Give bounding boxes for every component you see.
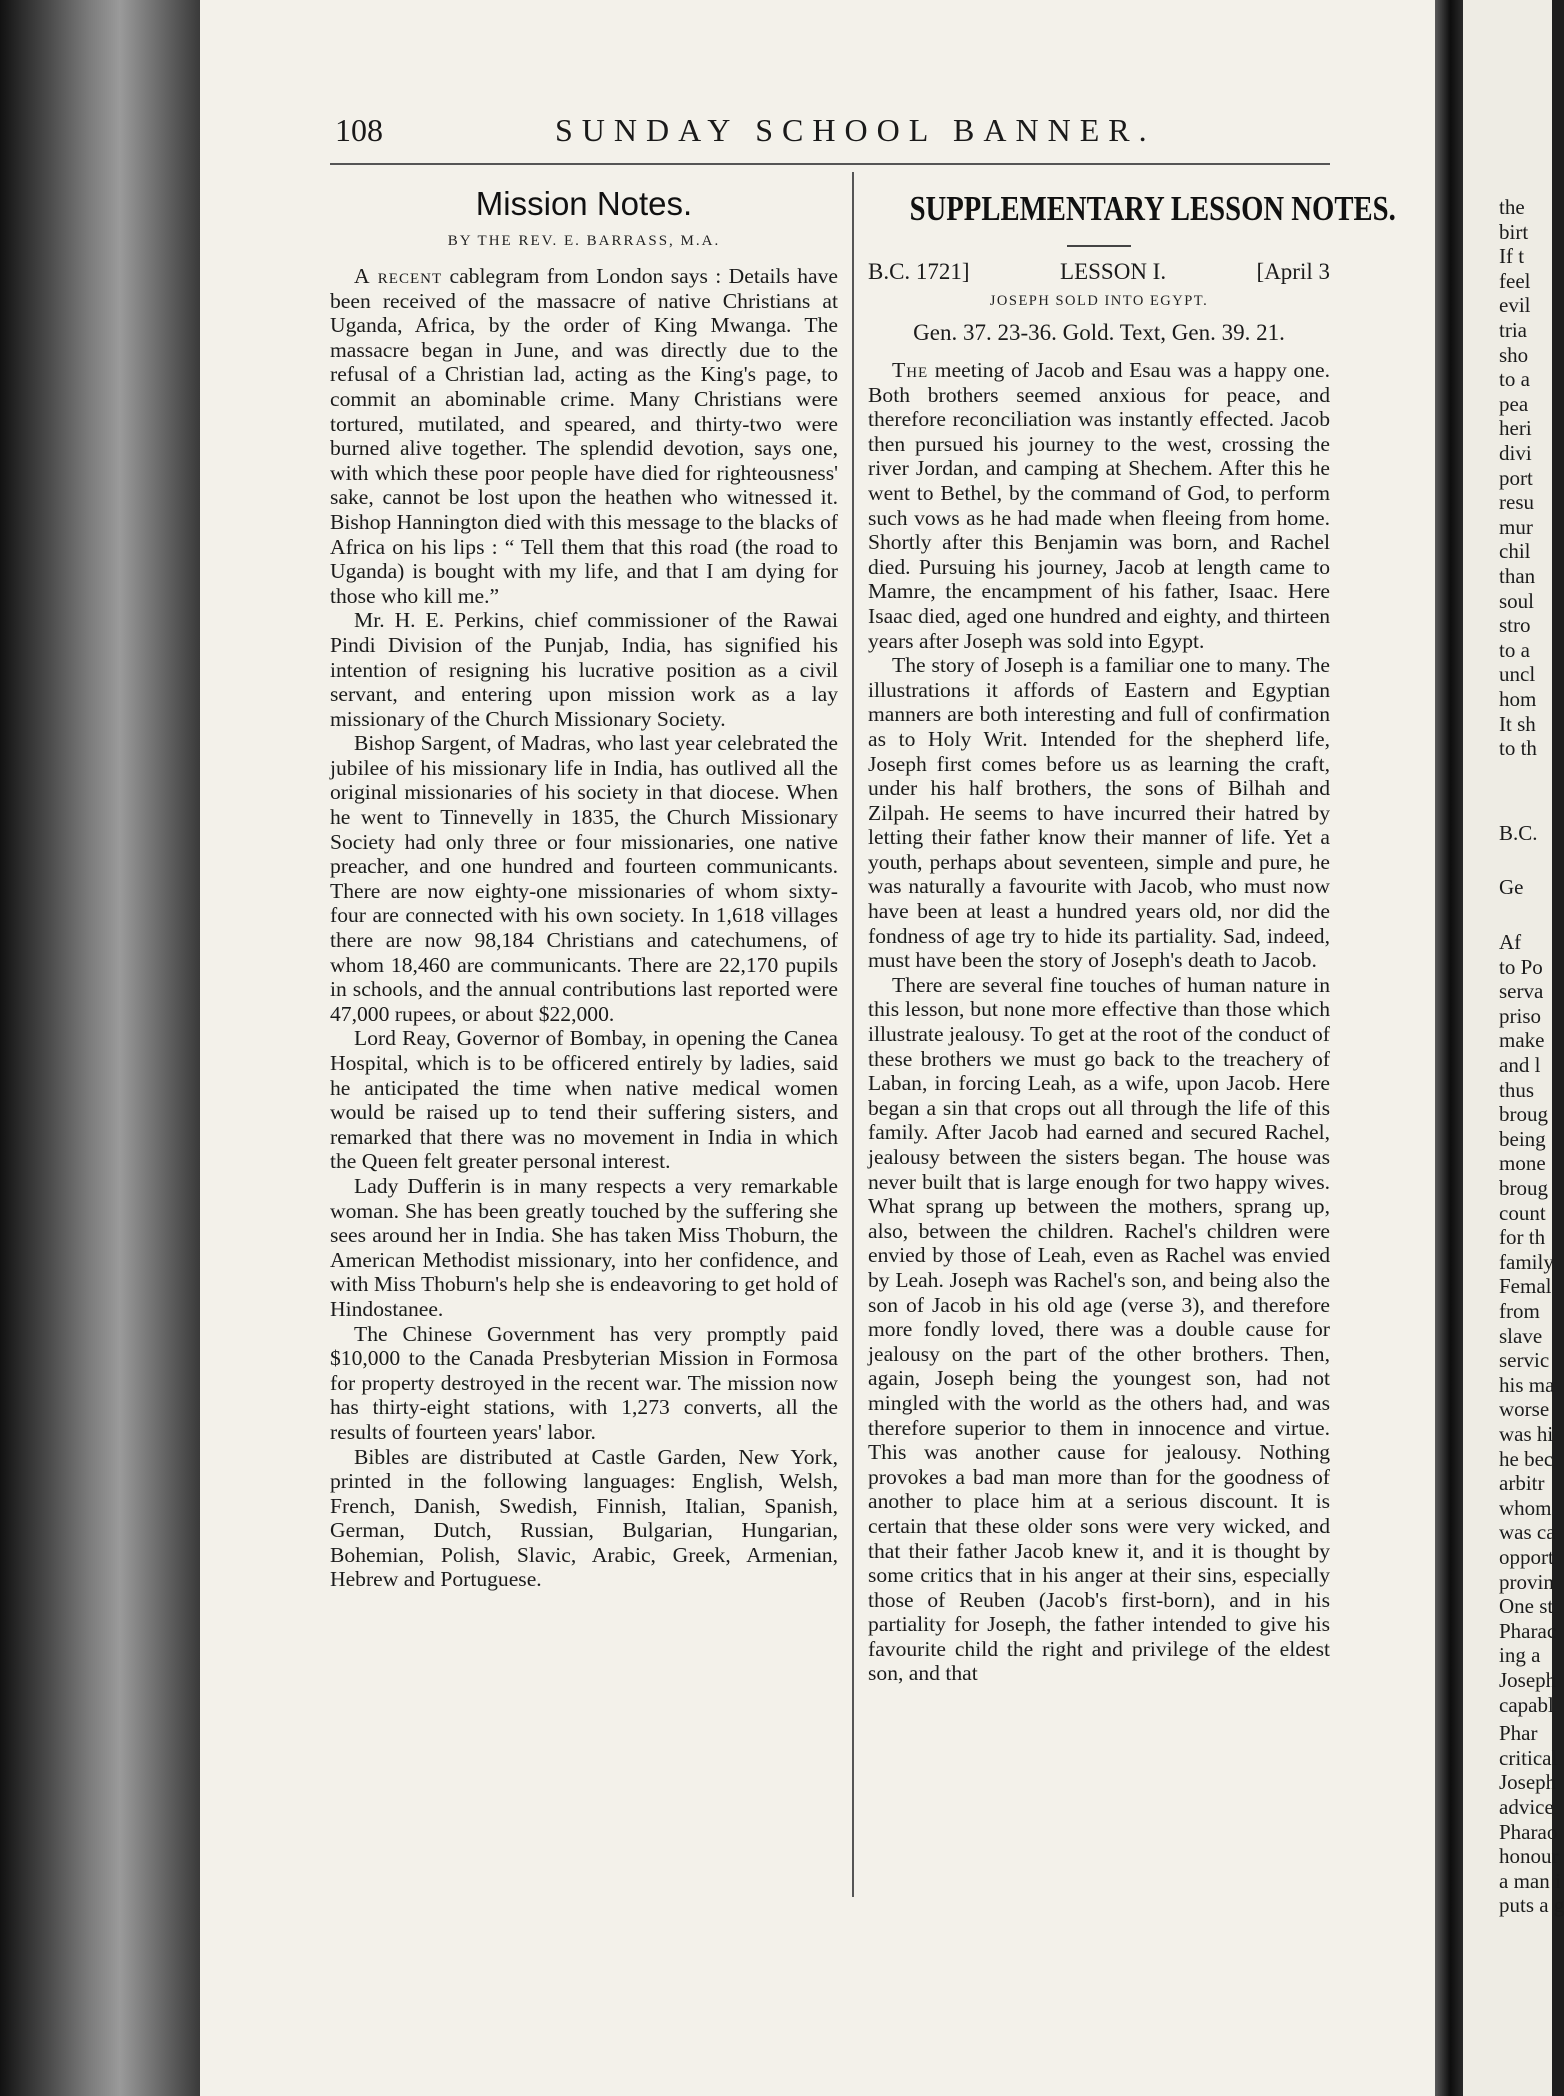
adjacent-page-fragment: a man i bbox=[1499, 1868, 1561, 1893]
mission-notes-column bbox=[330, 175, 838, 1592]
lesson-subtitle: JOSEPH SOLD INTO EGYPT. bbox=[989, 293, 1209, 309]
lesson-date: B.C. 1721] bbox=[868, 259, 970, 284]
lesson-reference: Gen. 37. 23-36. Gold. Text, Gen. 39. 21. bbox=[913, 320, 1285, 345]
lead-text: cablegram from London says : Details have been received of the massacre of native Christians at Uganda, Africa, by the order of King Mwanga. The massacre began in June, and was directly due to the refusal of a Christian lad, acting as the King's page, to commit an abominable crime. Many Christians were tortured, mutilated, and speared, and thirty-two were burned alive together. The splendid devotion, says one, with which these poor people have died for righteousness' sake, cannot be lost upon the heathen who witnessed it. Bishop Hannington died with this message to the blacks of Africa on his lips : “ Tell them that this road (the road to Uganda) is bought with my life, and that I am dying for those who kill me.” bbox=[330, 264, 838, 608]
adjacent-page-fragment: hom bbox=[1499, 687, 1537, 711]
lesson-paragraph: There are several fine touches of human nature in this lesson, but none more effective than those which illustrate jealousy. To get at the root of the conduct of these brothers we must go back to the treachery of Laban, in forcing Leah, as a wife, upon Jacob. Here began a sin that crops out all through the life of this family. After Jacob had earned and secured Rachel, jealousy between the sisters began. The house was never built that is large enough for two happy wives. What sprang up between the mothers, sprang up, also, between the children. Rachel's children were envied by those of Leah, even as Rachel was envied by Leah. Joseph was Rachel's son, and being also the son of Jacob in his old age (verse 3), and therefore more fondly loved, there was a double cause for jealousy on the part of the other brothers. Then, again, Joseph being the youngest son, had not mingled with the world as the others had, and was therefore superior to them in innocence and virtue. This was another cause for jealousy. Nothing provokes a bad man more than for the goodness of another to place him at a serious discount. It is certain that these older sons were very wicked, and that their father Jacob knew it, and it is thought by some critics that in his anger at their sins, especially those of Reuben (Jacob's first-born), and in his partiality for Joseph, the father intended to give his favourite child the right and privilege of the eldest son, and that bbox=[868, 972, 1330, 1686]
lead-smallcaps: The bbox=[892, 358, 929, 382]
mission-paragraph: The Chinese Government has very promptly paid $10,000 to the Canada Presbyterian Mission in Formosa for property destroyed in the recent war. The mission now has thirty-eight stations, with 1,273 converts, all the results of fourteen years' labor. bbox=[330, 1321, 838, 1444]
adjacent-page-fragment: evil bbox=[1499, 293, 1531, 318]
book-gutter bbox=[1435, 0, 1463, 2096]
running-title: SUNDAY SCHOOL BANNER. bbox=[555, 112, 1156, 148]
mission-lead-paragraph bbox=[330, 264, 838, 608]
adjacent-page-fragment: slave bbox=[1499, 1323, 1543, 1348]
adjacent-page-fragment: Pharac bbox=[1499, 1618, 1557, 1643]
adjacent-page-fragment: critical bbox=[1499, 1745, 1558, 1770]
mission-paragraph: Lady Dufferin is in many respects a very remarkable woman. She has been greatly touched by the suffering she sees around her in India. She has taken Miss Thoburn, the American Methodist missionary, into her confidence, and with Miss Thoburn's help she is endeavoring to get hold of Hindostanee. bbox=[330, 1173, 838, 1321]
column-divider bbox=[852, 172, 854, 1897]
adjacent-page-fragment: pea bbox=[1499, 391, 1529, 416]
lesson-notes-column bbox=[868, 175, 1396, 1686]
adjacent-page-fragment: and l bbox=[1499, 1053, 1541, 1077]
adjacent-page-fragment: Joseph bbox=[1499, 1668, 1557, 1692]
supplementary-lesson-notes-title: SUPPLEMENTARY LESSON NOTES. bbox=[909, 189, 1396, 228]
mission-paragraph: Lord Reay, Governor of Bombay, in opening the Canea Hospital, which is to be officered entirely by ladies, said he anticipated the time when native medical women would be raised up to tend their suffering sisters, and remarked that there was no movement in India in which the Queen felt greater personal interest. bbox=[330, 1026, 838, 1174]
page-header bbox=[335, 110, 1330, 160]
adjacent-page-fragment: ing a bbox=[1499, 1643, 1541, 1668]
book-spine-edge bbox=[0, 0, 200, 2096]
adjacent-page-fragment: Ge bbox=[1499, 875, 1524, 900]
adjacent-page-fragment: mone bbox=[1499, 1151, 1546, 1176]
adjacent-page-fragment: whom bbox=[1499, 1495, 1552, 1520]
adjacent-page-fragment: from bbox=[1499, 1299, 1540, 1323]
adjacent-page-fragment: It sh bbox=[1499, 711, 1536, 736]
adjacent-page-fragment: puts a g bbox=[1499, 1893, 1564, 1918]
adjacent-page-fragment: than bbox=[1499, 564, 1536, 588]
adjacent-page-fragment: heri bbox=[1499, 416, 1532, 441]
adjacent-page-fragment: If t bbox=[1499, 244, 1525, 269]
adjacent-page-strip bbox=[1463, 0, 1564, 2096]
mission-paragraph: Mr. H. E. Perkins, chief commissioner of the Rawai Pindi Division of the Punjab, India, has signified his intention of resigning his lucrative position as a civil servant, and entering upon mission work as a lay missionary of the Church Missionary Society. bbox=[330, 608, 838, 731]
lesson-lead-paragraph bbox=[868, 358, 1330, 653]
lead-smallcaps: A recent bbox=[354, 264, 443, 288]
adjacent-page-fragment: tria bbox=[1499, 318, 1527, 342]
mission-notes-title: Mission Notes. bbox=[475, 185, 693, 222]
adjacent-page-fragment: make bbox=[1499, 1028, 1545, 1053]
adjacent-page-fragment: capabl bbox=[1499, 1692, 1554, 1717]
adjacent-page-fragment: to th bbox=[1499, 736, 1537, 761]
adjacent-page-fragment: provin bbox=[1499, 1569, 1554, 1594]
adjacent-page-fragment: resu bbox=[1499, 490, 1534, 515]
adjacent-page-fragment: thus bbox=[1499, 1077, 1535, 1102]
mission-paragraph: Bibles are distributed at Castle Garden, New York, printed in the following languages: English, Welsh, French, Danish, Swedish, Finnish, Italian, Spanish, German, Dutch, Russian, Bulgarian, Hungarian, Bohemian, Polish, Slavic, Arabic, Greek, Armenian, Hebrew and Portuguese. bbox=[330, 1444, 838, 1592]
adjacent-page-fragment: birt bbox=[1499, 219, 1529, 244]
lesson-number: LESSON I. bbox=[1060, 259, 1167, 284]
mission-paragraph: Bishop Sargent, of Madras, who last year celebrated the jubilee of his missionary life in India, has outlived all the original missionaries of his society in that diocese. When he went to Tinnevelly in 1835, the Church Missionary Society had only three or four missionaries, one native preacher, and one hundred and fourteen communicants. There are now eighty-one missionaries of whom sixty-four are connected with his own society. In 1,618 villages there are now 98,184 Christians and catechumens, of whom 18,460 are communicants. There are 22,170 pupils in schools, and the annual contributions last reported were 47,000 rupees, or about $22,000. bbox=[330, 731, 838, 1026]
adjacent-page-fragment: serva bbox=[1499, 979, 1544, 1004]
adjacent-page-fragment: arbitr bbox=[1499, 1471, 1545, 1496]
adjacent-page-fragment: to a bbox=[1499, 367, 1530, 392]
adjacent-page-fragment: to a bbox=[1499, 637, 1530, 662]
lesson-heading-row bbox=[868, 259, 1330, 285]
adjacent-page-fragment: advice bbox=[1499, 1795, 1554, 1819]
adjacent-page-fragment: to Po bbox=[1499, 954, 1543, 979]
adjacent-page-fragment: divi bbox=[1499, 441, 1532, 465]
adjacent-page-fragment: being bbox=[1499, 1126, 1546, 1151]
mission-notes-byline: BY THE REV. E. BARRASS, M.A. bbox=[447, 233, 721, 249]
adjacent-page-fragment: his ma bbox=[1499, 1372, 1555, 1397]
adjacent-page-fragment: soul bbox=[1499, 588, 1535, 613]
adjacent-page-fragment: B.C. bbox=[1499, 820, 1538, 845]
adjacent-page-fragment: Femal bbox=[1499, 1274, 1552, 1299]
adjacent-page-fragment: was ca bbox=[1499, 1520, 1556, 1545]
adjacent-page-fragment: feel bbox=[1499, 268, 1531, 293]
adjacent-page-fragment: Joseph bbox=[1499, 1770, 1557, 1795]
lead-text: meeting of Jacob and Esau was a happy one. Both brothers seemed anxious for peace, and therefore reconciliation was instantly effected. Jacob then pursued his journey to the west, crossing the river Jordan, and camping at Shechem. After this he went to Bethel, by the command of God, to perform such vows as he had made when fleeing from home. Shortly after this Benjamin was born, and Rachel died. Pursuing his journey, Jacob at length came to Mamre, the encampment of his father, Isaac. Here Isaac died, aged one hundred and eighty, and thirteen years after Joseph was sold into Egypt. bbox=[868, 358, 1330, 653]
adjacent-page-fragment: mur bbox=[1499, 514, 1533, 539]
adjacent-page-fragment: priso bbox=[1499, 1003, 1541, 1028]
adjacent-page-fragment: count bbox=[1499, 1200, 1546, 1225]
adjacent-page-fragment: Phar bbox=[1499, 1721, 1538, 1746]
adjacent-page-fragment: One st bbox=[1499, 1594, 1554, 1619]
adjacent-page-fragment: port bbox=[1499, 465, 1533, 490]
adjacent-page-fragment: stro bbox=[1499, 613, 1531, 638]
adjacent-page-fragment: Af bbox=[1499, 930, 1522, 954]
adjacent-page-fragment: for th bbox=[1499, 1225, 1546, 1250]
adjacent-page-fragment: the bbox=[1499, 195, 1525, 219]
adjacent-page-fragment: broug bbox=[1499, 1176, 1548, 1200]
title-rule bbox=[1067, 245, 1131, 247]
adjacent-page-fragment: chil bbox=[1499, 539, 1531, 564]
lesson-month: [April 3 bbox=[1256, 259, 1330, 284]
adjacent-page-fragment: Pharao bbox=[1499, 1819, 1558, 1844]
header-rule bbox=[330, 163, 1330, 165]
lesson-paragraph: The story of Joseph is a familiar one to many. The illustrations it affords of Eastern and Egyptian manners are both interesting and full of confirmation as to Holy Writ. Intended for the shepherd life, Joseph first comes before us as learning the craft, under his half brothers, the sons of Bilhah and Zilpah. He seems to have incurred their hatred by letting their father know their manner of life. Yet a youth, perhaps about seventeen, simple and pure, he was naturally a favourite with Jacob, who must now have been at least a hundred years old, nor did the fondness of age try to hide its partiality. Sad, indeed, must have been the story of Joseph's death to Jacob. bbox=[868, 653, 1330, 973]
adjacent-page-fragment: opport bbox=[1499, 1545, 1554, 1569]
page-number: 108 bbox=[335, 112, 383, 148]
adjacent-page-fragment: family bbox=[1499, 1249, 1554, 1274]
adjacent-page-fragment: he bec bbox=[1499, 1446, 1554, 1471]
adjacent-page-fragment: worse bbox=[1499, 1397, 1550, 1422]
adjacent-page-fragment: broug bbox=[1499, 1102, 1548, 1127]
adjacent-page-fragment: sho bbox=[1499, 342, 1529, 367]
adjacent-page-fragment: was hi bbox=[1499, 1422, 1554, 1446]
adjacent-page-fragment: honour bbox=[1499, 1844, 1559, 1869]
adjacent-page-fragment: servic bbox=[1499, 1348, 1550, 1373]
adjacent-page-fragment: uncl bbox=[1499, 662, 1536, 687]
